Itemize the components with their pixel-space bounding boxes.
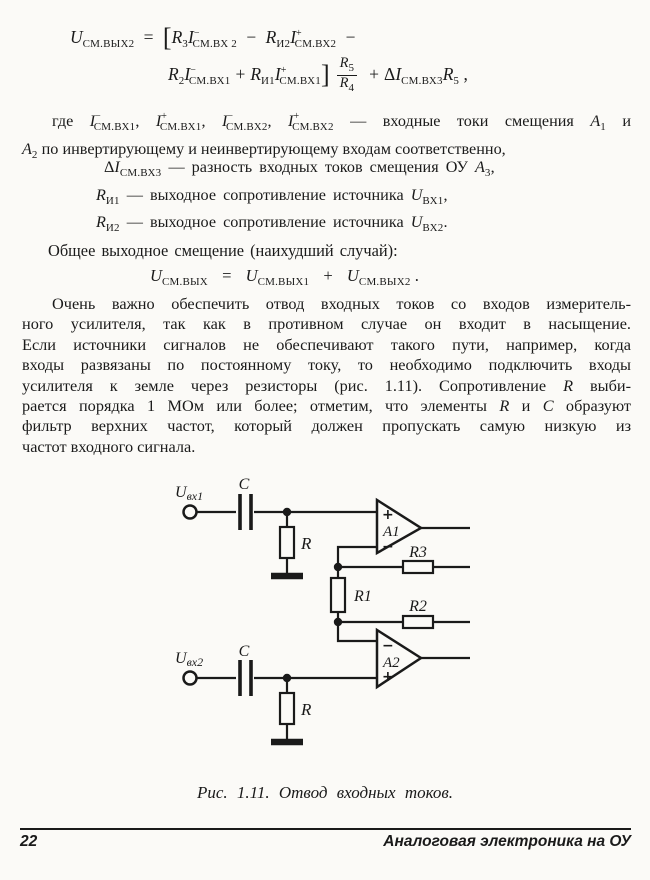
math-sub: 2: [31, 148, 38, 161]
paragraph-text: образуют: [553, 395, 632, 415]
math-bracket: ]: [320, 60, 330, 90]
resistor-r-bottom: [280, 693, 294, 724]
math-var: R: [265, 27, 277, 47]
paragraph-text: частот входного сигнала.: [22, 436, 196, 456]
math-var: U: [410, 213, 423, 231]
math-punct: .: [443, 213, 448, 231]
math-punct: ,: [135, 112, 156, 130]
input-terminal-2: [184, 672, 197, 685]
total-offset-label: Общее выходное смещение (наихудший случай):: [48, 241, 398, 260]
math-sub: СМ.ВЫХ2: [358, 276, 411, 288]
math-sub: 3: [484, 167, 491, 179]
where-text: по инвертирующему и неинвертирующему входам соответственно,: [41, 139, 506, 158]
paragraph-text: ного усилителя, так как в противном случае он входит в насыщение.: [22, 314, 631, 334]
math-sub: СМ.ВХ1: [93, 121, 136, 133]
math-sup: −: [95, 111, 101, 122]
resistor-r2-label: R2: [409, 598, 427, 615]
wire: [338, 547, 377, 567]
math-var: А: [22, 139, 32, 158]
fraction-denominator: $R_4$: [339, 75, 355, 95]
math-sub: СМ.ВХ3: [401, 74, 443, 87]
math-var: R: [171, 27, 183, 47]
math-sub: И2: [276, 38, 291, 50]
input-terminal-1: [184, 506, 197, 519]
math-punct: ,: [443, 186, 448, 204]
math-sup: +: [280, 65, 287, 77]
where-text: и: [622, 112, 632, 130]
math-op: −: [345, 27, 356, 47]
math-var: R: [250, 64, 262, 85]
paragraph-text: рается порядка 1 МОм или более; отметим, что элементы: [22, 395, 500, 415]
math-sub: ВХ2: [422, 222, 444, 234]
opamp-a2-label: A2: [383, 655, 400, 671]
resistor-r1: [331, 578, 345, 612]
definition-text: — выходное сопротивление источника: [126, 186, 404, 204]
math-sub: СМ.ВХ2: [292, 121, 334, 133]
math-sub: И1: [261, 75, 275, 88]
input1-label: Uвх1: [175, 484, 204, 503]
definition-text: — разность входных токов смещения ОУ: [168, 158, 468, 176]
math-op: +: [369, 63, 380, 84]
math-var: U: [70, 27, 83, 47]
paragraph-text: усилителя к земле через резисторы (рис. 1.11). Сопротивление: [22, 375, 564, 395]
definition-text: — выходное сопротивление источника: [126, 213, 404, 231]
math-var: А: [475, 158, 485, 176]
math-sub: И2: [105, 222, 120, 234]
math-var: U: [245, 266, 258, 285]
capacitor-c2-label: C: [238, 643, 250, 660]
math-var: U: [410, 186, 423, 204]
math-var: I: [184, 64, 191, 85]
math-op: =: [222, 266, 232, 285]
math-delta: Δ: [384, 63, 396, 84]
math-sub: СМ.ВХ2: [225, 121, 268, 133]
math-punct: ,: [267, 112, 289, 130]
math-sub: СМ.ВЫХ: [161, 276, 208, 288]
running-title: Аналоговая электроника на ОУ: [383, 833, 631, 850]
math-sub: СМ.ВХ2: [294, 38, 337, 50]
math-op: −: [246, 27, 257, 47]
math-sub: СМ.ВХ1: [279, 75, 321, 88]
page-number: 22: [20, 833, 38, 850]
math-sub: 5: [453, 74, 460, 87]
math-sub: СМ.ВЫХ1: [257, 276, 310, 288]
math-var: I: [155, 112, 162, 130]
math-sub: СМ.ВЫХ2: [82, 38, 135, 50]
math-sup: −: [227, 111, 233, 122]
a1-plus-sign: +: [382, 507, 394, 523]
math-punct: ,: [490, 158, 495, 176]
math-var: I: [290, 27, 297, 47]
math-sub: 1: [600, 121, 606, 133]
math-var: I: [221, 112, 228, 130]
math-var: R: [96, 186, 106, 204]
math-var: C: [542, 395, 554, 415]
a2-plus-sign: +: [382, 669, 394, 685]
math-var: R: [442, 63, 454, 84]
resistor-r3: [403, 561, 433, 573]
math-sub: СМ.ВХ 2: [192, 38, 237, 50]
paragraph-text: и: [509, 395, 543, 415]
math-var: А: [590, 112, 601, 130]
math-sub: СМ.ВХ1: [159, 121, 202, 133]
math-var: I: [395, 63, 402, 84]
math-sup: +: [296, 28, 302, 39]
math-op: =: [143, 27, 154, 47]
figure-caption: Рис. 1.11. Отвод входных токов.: [196, 783, 454, 802]
math-sub: 2: [178, 75, 185, 88]
math-bracket: [: [162, 23, 172, 52]
paragraph-text: выби-: [573, 375, 631, 395]
math-var: I: [114, 158, 120, 176]
resistor-r-top-label: R: [301, 534, 312, 553]
paragraph-text: Если источники сигналов не обеспечивают такого пути, например, когда: [22, 334, 631, 354]
capacitor-c1-label: C: [238, 476, 250, 493]
math-var: U: [150, 266, 162, 285]
math-punct: .: [414, 266, 419, 285]
math-punct: ,: [463, 63, 468, 84]
resistor-r2: [403, 616, 433, 628]
math-op: +: [323, 266, 333, 285]
math-sup: +: [161, 111, 167, 122]
math-sub: 3: [182, 38, 188, 50]
math-sup: +: [293, 111, 300, 122]
math-delta: Δ: [104, 158, 115, 176]
math-var: I: [288, 112, 294, 130]
resistor-r-top: [280, 527, 294, 558]
resistor-r3-label: R3: [409, 544, 427, 561]
a2-minus-sign: −: [382, 638, 394, 654]
math-sub: СМ.ВХ3: [119, 167, 162, 179]
wire: [338, 622, 377, 641]
paragraph-text: входы развязаны по постоянному току, то необходимо подключить входы: [22, 355, 631, 375]
where-text: — входные токи смещения: [350, 112, 574, 130]
resistor-r1-label: R1: [354, 588, 372, 605]
math-sup: −: [190, 65, 196, 77]
math-var: I: [89, 112, 96, 130]
math-sup: −: [193, 28, 200, 39]
math-var: I: [274, 64, 281, 85]
math-var: R: [563, 375, 574, 395]
math-var: R: [499, 395, 510, 415]
math-sub: И1: [105, 195, 120, 207]
opamp-a1-label: A1: [383, 524, 400, 540]
where-lead: где: [52, 112, 74, 130]
math-var: I: [188, 27, 194, 47]
math-sub: ВХ1: [422, 195, 444, 207]
math-var: R: [96, 213, 106, 231]
math-var: U: [346, 266, 359, 285]
math-op: +: [235, 64, 246, 85]
math-punct: ,: [201, 112, 222, 130]
footer-rule: [20, 828, 631, 830]
fraction-numerator: $R_5$: [337, 56, 358, 76]
a1-minus-sign: −: [382, 539, 394, 555]
paragraph-text: фильтр верхних частот, который должен пропускать самую низкую из: [22, 416, 631, 436]
input2-label: Uвх2: [175, 650, 204, 669]
math-sub: СМ.ВХ1: [188, 75, 231, 88]
resistor-r-bottom-label: R: [301, 700, 312, 719]
math-var: R: [168, 64, 179, 85]
paragraph-text: Очень важно обеспечить отвод входных токов со входов измеритель-: [52, 294, 631, 313]
